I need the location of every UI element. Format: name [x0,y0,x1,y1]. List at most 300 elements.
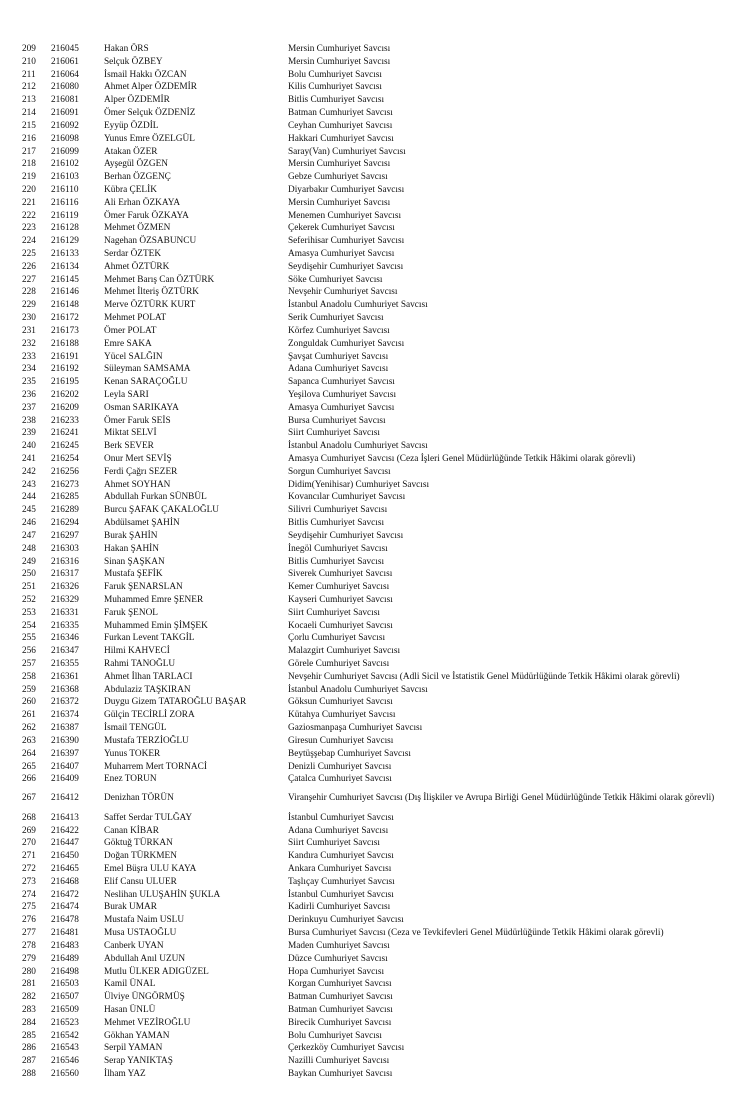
assigned-post: Göksun Cumhuriyet Savcısı [288,697,393,708]
row-number: 255 [22,633,36,644]
row-number: 284 [22,1017,36,1028]
list-row [0,402,730,415]
person-name: Atakan ÖZER [104,146,158,157]
registry-number: 216245 [51,441,79,452]
registry-number: 216472 [51,889,79,900]
assigned-post: Yeşilova Cumhuriyet Savcısı [288,389,397,400]
registry-number: 216273 [51,479,79,490]
list-row [0,453,730,466]
row-number: 230 [22,313,36,324]
row-number: 282 [22,992,36,1003]
row-number: 263 [22,735,36,746]
person-name: Selçuk ÖZBEY [104,56,163,67]
list-row [0,1004,730,1017]
assigned-post: Körfez Cumhuriyet Savcısı [288,325,390,336]
registry-number: 216195 [51,377,79,388]
registry-number: 216061 [51,56,79,67]
assigned-post: Menemen Cumhuriyet Savcısı [288,210,402,221]
registry-number: 216172 [51,313,79,324]
list-row [0,620,730,633]
row-number: 274 [22,889,36,900]
assigned-post: Gaziosmanpaşa Cumhuriyet Savcısı [288,723,423,734]
row-number: 269 [22,825,36,836]
list-row [0,581,730,594]
assigned-post: Silivri Cumhuriyet Savcısı [288,505,388,516]
person-name: Serap YANIKTAŞ [104,1056,173,1067]
person-name: Berk SEVER [104,441,154,452]
registry-number: 216119 [51,210,79,221]
assigned-post: Taşlıçay Cumhuriyet Savcısı [288,876,395,887]
list-row [0,953,730,966]
row-number: 267 [22,793,36,804]
person-name: Abdullah Anıl UZUN [104,953,186,964]
row-number: 212 [22,82,36,93]
person-name: Ömer Selçuk ÖZDENİZ [104,108,196,119]
person-name: Mehmet Barış Can ÖZTÜRK [104,274,215,285]
registry-number: 216209 [51,402,79,413]
row-number: 279 [22,953,36,964]
row-number: 220 [22,184,36,195]
person-name: Ülviye ÜNGÖRMÜŞ [104,992,185,1003]
list-row [0,837,730,850]
list-row [0,543,730,556]
row-number: 214 [22,108,36,119]
list-row [0,248,730,261]
list-row [0,530,730,543]
list-row [0,1068,730,1081]
person-name: Hakan ŞAHİN [104,543,159,554]
registry-number: 216045 [51,44,79,54]
row-number: 252 [22,594,36,605]
assigned-post: Mersin Cumhuriyet Savcısı [288,197,391,208]
person-name: Kamil ÜNAL [104,979,156,990]
row-number: 213 [22,95,36,106]
assigned-post: Beytüşşebap Cumhuriyet Savcısı [288,748,411,759]
registry-number: 216489 [51,953,79,964]
list-row [0,376,730,389]
list-row [0,184,730,197]
person-name: Emre SAKA [104,338,152,349]
assigned-post: İnegöl Cumhuriyet Savcısı [288,543,388,554]
list-row [0,210,730,223]
registry-number: 216347 [51,646,79,657]
assigned-post: Hakkari Cumhuriyet Savcısı [288,133,394,144]
assigned-post: Siirt Cumhuriyet Savcısı [288,428,380,439]
assigned-post: İstanbul Anadolu Cumhuriyet Savcısı [288,300,428,311]
assigned-post: Çerkezköy Cumhuriyet Savcısı [288,1043,405,1054]
assigned-post: Amasya Cumhuriyet Savcısı (Ceza İşleri Genel Müdürlüğünde Tetkik Hâkimi olarak görevli) [288,454,636,464]
person-name: Gülçin TECİRLİ ZORA [104,710,195,721]
person-name: İsmail Hakkı ÖZCAN [104,69,187,80]
assigned-post: Seydişehir Cumhuriyet Savcısı [288,530,404,541]
registry-number: 216546 [51,1056,79,1067]
person-name: İlham YAZ [104,1069,146,1079]
list-row [0,927,730,940]
person-name: Hakan ÖRS [104,44,149,54]
registry-number: 216092 [51,120,79,131]
registry-number: 216543 [51,1043,79,1054]
list-row [0,466,730,479]
list-row [0,491,730,504]
person-name: Kenan SARAÇOĞLU [104,377,188,388]
registry-number: 216409 [51,774,79,785]
assigned-post: Nazilli Cumhuriyet Savcısı [288,1056,390,1067]
row-number: 225 [22,249,36,259]
row-number: 253 [22,607,36,618]
assigned-post: Çekerek Cumhuriyet Savcısı [288,223,395,234]
registry-number: 216133 [51,249,79,259]
assigned-post: Giresun Cumhuriyet Savcısı [288,735,394,746]
assigned-post: Kilis Cumhuriyet Savcısı [288,82,382,93]
row-number: 258 [22,671,36,682]
registry-number: 216372 [51,697,79,708]
list-row [0,274,730,287]
list-row [0,645,730,658]
row-number: 271 [22,851,36,862]
registry-number: 216368 [51,684,79,695]
list-row [0,671,730,684]
row-number: 219 [22,172,36,183]
assigned-post: Viranşehir Cumhuriyet Savcısı (Dış İlişkiler ve Avrupa Birliği Genel Müdürlüğünde Tetkik Hâkimi olarak görevli) [288,793,715,804]
assigned-post: Ankara Cumhuriyet Savcısı [288,864,392,874]
registry-number: 216509 [51,1004,79,1015]
registry-number: 216374 [51,710,79,721]
list-row [0,556,730,569]
assigned-post: Şavşat Cumhuriyet Savcısı [288,351,389,362]
row-number: 288 [22,1069,36,1079]
row-number: 228 [22,287,36,298]
row-number: 260 [22,697,36,708]
registry-number: 216103 [51,172,79,183]
row-number: 233 [22,351,36,362]
row-number: 264 [22,748,36,759]
person-name: Yücel SALĞIN [104,351,163,362]
list-row [0,978,730,991]
list-row [0,69,730,82]
person-name: Ahmet Alper ÖZDEMİR [104,82,197,93]
registry-number: 216450 [51,851,79,862]
list-row [0,440,730,453]
person-name: Osman SARIKAYA [104,402,179,413]
list-row [0,761,730,774]
list-row [0,940,730,953]
registry-number: 216099 [51,146,79,157]
registry-number: 216233 [51,415,79,426]
row-number: 262 [22,723,36,734]
person-name: Faruk ŞENARSLAN [104,582,183,593]
registry-number: 216317 [51,569,79,580]
row-number: 231 [22,325,36,336]
person-name: Musa USTAOĞLU [104,928,177,939]
person-name: Serpil YAMAN [104,1043,163,1054]
row-number: 250 [22,569,36,580]
row-number: 226 [22,261,36,272]
assigned-post: Siirt Cumhuriyet Savcısı [288,838,380,849]
assigned-post: Diyarbakır Cumhuriyet Savcısı [288,184,405,195]
row-number: 272 [22,864,36,874]
registry-number: 216331 [51,607,79,618]
person-name: Ali Erhan ÖZKAYA [104,197,181,208]
registry-number: 216289 [51,505,79,516]
registry-number: 216188 [51,338,79,349]
person-name: Emel Büşra ULU KAYA [104,864,197,874]
list-row [0,299,730,312]
assigned-post: Kadirli Cumhuriyet Savcısı [288,902,391,913]
assigned-post: Korgan Cumhuriyet Savcısı [288,979,392,990]
row-number: 215 [22,120,36,131]
list-row [0,773,730,786]
list-row [0,748,730,761]
row-number: 239 [22,428,36,439]
registry-number: 216064 [51,69,79,80]
registry-number: 216346 [51,633,79,644]
assigned-post: Görele Cumhuriyet Savcısı [288,659,390,669]
row-number: 224 [22,236,36,247]
list-row [0,504,730,517]
assigned-post: Söke Cumhuriyet Savcısı [288,274,383,285]
registry-number: 216129 [51,236,79,247]
row-number: 249 [22,556,36,567]
list-row [0,1030,730,1043]
list-row [0,517,730,530]
list-row [0,889,730,902]
assigned-post: Siverek Cumhuriyet Savcısı [288,569,393,580]
registry-number: 216481 [51,928,79,939]
row-number: 234 [22,364,36,375]
registry-number: 216329 [51,594,79,605]
person-name: Yunus Emre ÖZELGÜL [104,133,195,144]
registry-number: 216285 [51,492,79,503]
list-row [0,171,730,184]
row-number: 283 [22,1004,36,1015]
list-row [0,363,730,376]
assigned-post: Mersin Cumhuriyet Savcısı [288,159,391,170]
list-row [0,709,730,722]
person-name: Mustafa ŞEFİK [104,569,163,580]
list-row [0,568,730,581]
person-name: Ahmet SOYHAN [104,479,171,490]
list-row [0,786,730,812]
registry-number: 216422 [51,825,79,836]
row-number: 276 [22,915,36,926]
list-row [0,146,730,159]
row-number: 232 [22,338,36,349]
registry-number: 216447 [51,838,79,849]
registry-number: 216390 [51,735,79,746]
registry-number: 216297 [51,530,79,541]
list-row [0,197,730,210]
registry-number: 216146 [51,287,79,298]
row-number: 240 [22,441,36,452]
person-name: Süleyman SAMSAMA [104,364,191,375]
row-number: 223 [22,223,36,234]
registry-number: 216474 [51,902,79,913]
assigned-post: Batman Cumhuriyet Savcısı [288,1004,393,1015]
registry-number: 216503 [51,979,79,990]
list-row [0,338,730,351]
list-row [0,286,730,299]
list-row [0,914,730,927]
registry-number: 216254 [51,454,79,464]
list-row [0,415,730,428]
registry-number: 216397 [51,748,79,759]
person-name: Ömer Faruk ÖZKAYA [104,210,189,221]
person-name: Mustafa Naim USLU [104,915,185,926]
person-name: Duygu Gizem TATAROĞLU BAŞAR [104,697,247,708]
list-row [0,479,730,492]
list-row [0,863,730,876]
registry-number: 216145 [51,274,79,285]
list-row [0,427,730,440]
person-name: Neslihan ULUŞAHİN ŞUKLA [104,889,221,900]
person-name: Doğan TÜRKMEN [104,851,177,862]
assigned-post: Bursa Cumhuriyet Savcısı [288,415,386,426]
list-row [0,222,730,235]
row-number: 238 [22,415,36,426]
registry-number: 216134 [51,261,79,272]
row-number: 251 [22,582,36,593]
assigned-post: Hopa Cumhuriyet Savcısı [288,966,385,977]
registry-number: 216128 [51,223,79,234]
list-row [0,261,730,274]
assigned-post: Bitlis Cumhuriyet Savcısı [288,95,385,106]
assigned-post: Bitlis Cumhuriyet Savcısı [288,518,385,529]
row-number: 254 [22,620,36,631]
person-name: Sinan ŞAŞKAN [104,556,165,567]
row-number: 270 [22,838,36,849]
list-row [0,735,730,748]
person-name: İsmail TENGÜL [104,723,167,734]
assigned-post: Denizli Cumhuriyet Savcısı [288,761,392,772]
list-row [0,966,730,979]
person-name: Canan KİBAR [104,825,160,836]
person-name: Mehmet ÖZMEN [104,223,171,234]
list-row [0,901,730,914]
appointment-list [0,43,730,1081]
assigned-post: Bursa Cumhuriyet Savcısı (Ceza ve Tevkifevleri Genel Müdürlüğünde Tetkik Hâkimi olarak görevli) [288,928,664,939]
row-number: 285 [22,1030,36,1041]
person-name: Gökhan YAMAN [104,1030,170,1041]
assigned-post: Maden Cumhuriyet Savcısı [288,940,390,951]
list-row [0,607,730,620]
row-number: 210 [22,56,36,67]
row-number: 211 [22,69,36,80]
list-row [0,120,730,133]
assigned-post: Kovancılar Cumhuriyet Savcısı [288,492,406,503]
row-number: 248 [22,543,36,554]
assigned-post: Siirt Cumhuriyet Savcısı [288,607,380,618]
assigned-post: Bitlis Cumhuriyet Savcısı [288,556,385,567]
list-row [0,133,730,146]
row-number: 286 [22,1043,36,1054]
registry-number: 216542 [51,1030,79,1041]
registry-number: 216148 [51,300,79,311]
assigned-post: Adana Cumhuriyet Savcısı [288,825,389,836]
row-number: 259 [22,684,36,695]
row-number: 237 [22,402,36,413]
list-row [0,991,730,1004]
registry-number: 216294 [51,518,79,529]
person-name: Eyyüp ÖZDİL [104,120,159,131]
row-number: 273 [22,876,36,887]
person-name: Abdullah Furkan SÜNBÜL [104,492,207,503]
assigned-post: Seydişehir Cumhuriyet Savcısı [288,261,404,272]
assigned-post: İstanbul Anadolu Cumhuriyet Savcısı [288,441,428,452]
person-name: Göktuğ TÜRKAN [104,838,173,849]
registry-number: 216465 [51,864,79,874]
row-number: 281 [22,979,36,990]
registry-number: 216241 [51,428,79,439]
row-number: 246 [22,518,36,529]
person-name: Burcu ŞAFAK ÇAKALOĞLU [104,505,220,516]
person-name: Faruk ŞENOL [104,607,158,618]
person-name: Nagehan ÖZSABUNCU [104,236,197,247]
registry-number: 216478 [51,915,79,926]
registry-number: 216303 [51,543,79,554]
row-number: 244 [22,492,36,503]
assigned-post: Seferihisar Cumhuriyet Savcısı [288,236,405,247]
person-name: Hilmi KAHVECİ [104,646,170,657]
registry-number: 216081 [51,95,79,106]
registry-number: 216412 [51,793,79,804]
list-row [0,94,730,107]
person-name: Enez TORUN [104,774,157,785]
assigned-post: Malazgirt Cumhuriyet Savcısı [288,646,401,657]
registry-number: 216507 [51,992,79,1003]
assigned-post: Bolu Cumhuriyet Savcısı [288,69,382,80]
assigned-post: Batman Cumhuriyet Savcısı [288,108,393,119]
registry-number: 216387 [51,723,79,734]
list-row [0,594,730,607]
person-name: Canberk UYAN [104,940,164,951]
row-number: 221 [22,197,36,208]
registry-number: 216560 [51,1069,79,1079]
list-row [0,722,730,735]
list-row [0,351,730,364]
person-name: Elif Cansu ULUER [104,876,177,887]
row-number: 209 [22,44,36,54]
list-row [0,158,730,171]
registry-number: 216413 [51,812,79,823]
person-name: Rahmi TANOĞLU [104,659,176,669]
person-name: Ömer Faruk SEİS [104,415,171,426]
list-row [0,632,730,645]
list-row [0,876,730,889]
list-row [0,56,730,69]
row-number: 236 [22,389,36,400]
list-row [0,696,730,709]
assigned-post: Kocaeli Cumhuriyet Savcısı [288,620,393,631]
assigned-post: Adana Cumhuriyet Savcısı [288,364,389,375]
row-number: 278 [22,940,36,951]
registry-number: 216335 [51,620,79,631]
assigned-post: Birecik Cumhuriyet Savcısı [288,1017,392,1028]
registry-number: 216202 [51,389,79,400]
registry-number: 216098 [51,133,79,144]
person-name: Mutlu ÜLKER ADIGÜZEL [104,966,209,977]
person-name: Furkan Levent TAKGİL [104,633,195,644]
person-name: Muhammed Emin ŞİMŞEK [104,620,208,631]
assigned-post: Nevşehir Cumhuriyet Savcısı [288,287,398,298]
row-number: 265 [22,761,36,772]
person-name: Mehmet İlteriş ÖZTÜRK [104,287,200,298]
person-name: Mehmet VEZİROĞLU [104,1017,191,1028]
assigned-post: Kayseri Cumhuriyet Savcısı [288,594,393,605]
row-number: 243 [22,479,36,490]
row-number: 222 [22,210,36,221]
person-name: Mehmet POLAT [104,313,167,324]
registry-number: 216191 [51,351,79,362]
